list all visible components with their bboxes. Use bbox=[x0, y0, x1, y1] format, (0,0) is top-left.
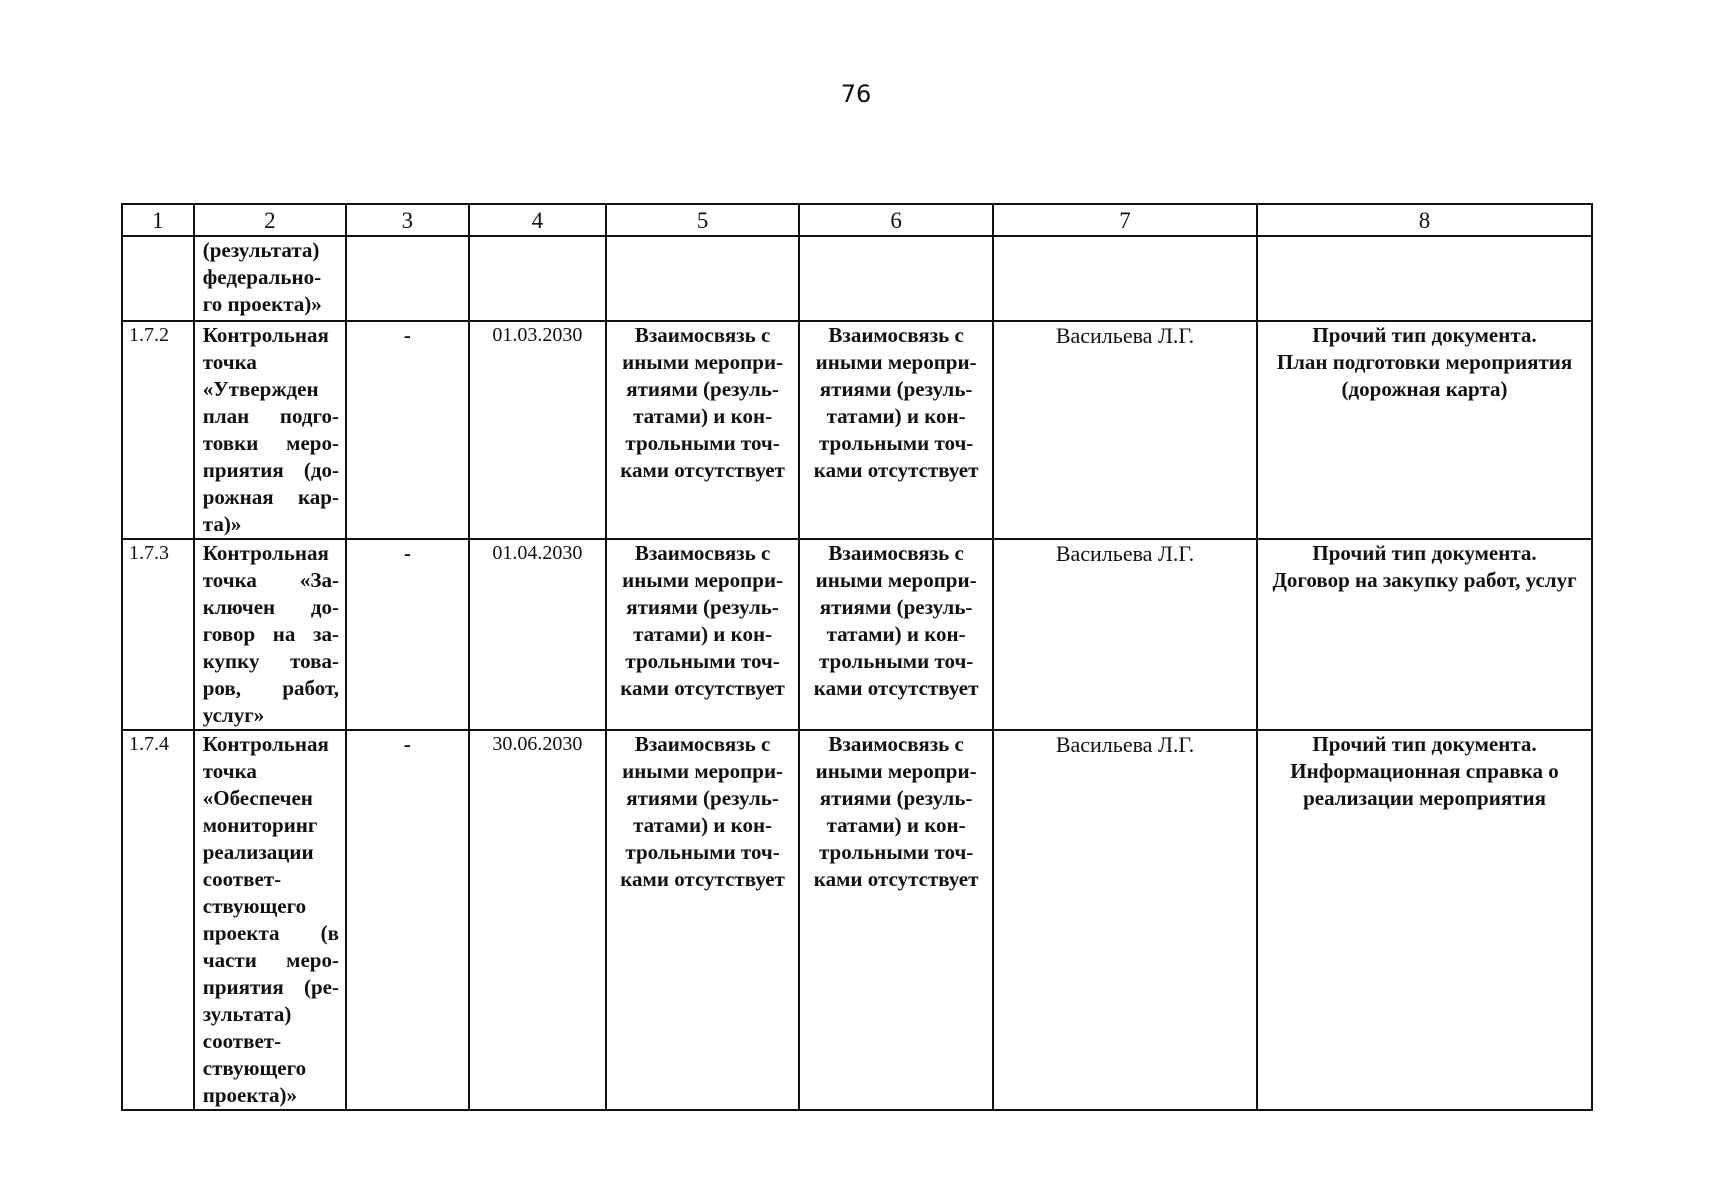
cell-rel-next bbox=[799, 236, 993, 321]
cell-rel-prev: Взаимосвязь с иными меропри- ятиями (резуль- татами) и кон- трольными точ- ками отсутствует bbox=[606, 321, 800, 539]
doc-type: Прочий тип документа. bbox=[1312, 732, 1537, 756]
cell-name: Контрольная точка «Утвержден план подго-товки меро-приятия (до-рожная кар-та)» bbox=[194, 321, 346, 539]
page-number: 76 bbox=[840, 80, 872, 108]
cell-date: 01.03.2030 bbox=[469, 321, 606, 539]
cell-date: 01.04.2030 bbox=[469, 539, 606, 730]
doc-description: План подготовки мероприятия (дорожная карта) bbox=[1276, 350, 1573, 401]
cell-rel-next: Взаимосвязь с иными меропри- ятиями (резуль- татами) и кон- трольными точ- ками отсутствует bbox=[799, 730, 993, 1110]
doc-description: Информационная справка о реализации мероприятия bbox=[1290, 759, 1559, 810]
header-col-6: 6 bbox=[799, 204, 993, 236]
cell-date: 30.06.2030 bbox=[469, 730, 606, 1110]
header-col-4: 4 bbox=[469, 204, 606, 236]
cell-prev bbox=[346, 236, 469, 321]
cell-rel-prev bbox=[606, 236, 800, 321]
cell-doc bbox=[1257, 236, 1592, 321]
cell-responsible: Васильева Л.Г. bbox=[993, 730, 1257, 1110]
cell-name: Контрольная точка «Обеспечен мониторинг реализации соответ-ствующего проекта (в части меро-приятия (ре-зультата) соответ-ствующего проекта)» bbox=[194, 730, 346, 1110]
cell-prev: - bbox=[346, 730, 469, 1110]
cell-responsible: Васильева Л.Г. bbox=[993, 321, 1257, 539]
header-col-8: 8 bbox=[1257, 204, 1592, 236]
table-row bbox=[122, 539, 1592, 730]
header-col-3: 3 bbox=[346, 204, 469, 236]
cell-prev: - bbox=[346, 321, 469, 539]
cell-num: 1.7.3 bbox=[122, 539, 194, 730]
header-col-7: 7 bbox=[993, 204, 1257, 236]
table-row-continuation bbox=[122, 236, 1592, 321]
cell-doc bbox=[1257, 321, 1592, 539]
plan-table bbox=[121, 203, 1593, 1111]
cell-rel-prev: Взаимосвязь с иными меропри- ятиями (резуль- татами) и кон- трольными точ- ками отсутствует bbox=[606, 730, 800, 1110]
header-col-1: 1 bbox=[122, 204, 194, 236]
table-row bbox=[122, 730, 1592, 1110]
cell-responsible: Васильева Л.Г. bbox=[993, 539, 1257, 730]
cell-rel-prev: Взаимосвязь с иными меропри- ятиями (резуль- татами) и кон- трольными точ- ками отсутствует bbox=[606, 539, 800, 730]
cell-prev: - bbox=[346, 539, 469, 730]
cell-responsible bbox=[993, 236, 1257, 321]
table-header-row bbox=[122, 204, 1592, 236]
header-col-2: 2 bbox=[194, 204, 346, 236]
cell-num bbox=[122, 236, 194, 321]
doc-type: Прочий тип документа. bbox=[1312, 541, 1537, 565]
cell-date bbox=[469, 236, 606, 321]
cell-num: 1.7.2 bbox=[122, 321, 194, 539]
cell-name: Контрольная точка «За-ключен до-говор на за-купку това-ров, работ, услуг» bbox=[194, 539, 346, 730]
doc-type: Прочий тип документа. bbox=[1312, 323, 1537, 347]
doc-description: Договор на закупку работ, услуг bbox=[1272, 568, 1577, 592]
table-row bbox=[122, 321, 1592, 539]
header-col-5: 5 bbox=[606, 204, 800, 236]
cell-doc bbox=[1257, 730, 1592, 1110]
cell-doc bbox=[1257, 539, 1592, 730]
cell-name: (результата) федерально-го проекта)» bbox=[194, 236, 346, 321]
cell-rel-next: Взаимосвязь с иными меропри- ятиями (резуль- татами) и кон- трольными точ- ками отсутствует bbox=[799, 321, 993, 539]
cell-num: 1.7.4 bbox=[122, 730, 194, 1110]
cell-rel-next: Взаимосвязь с иными меропри- ятиями (резуль- татами) и кон- трольными точ- ками отсутствует bbox=[799, 539, 993, 730]
